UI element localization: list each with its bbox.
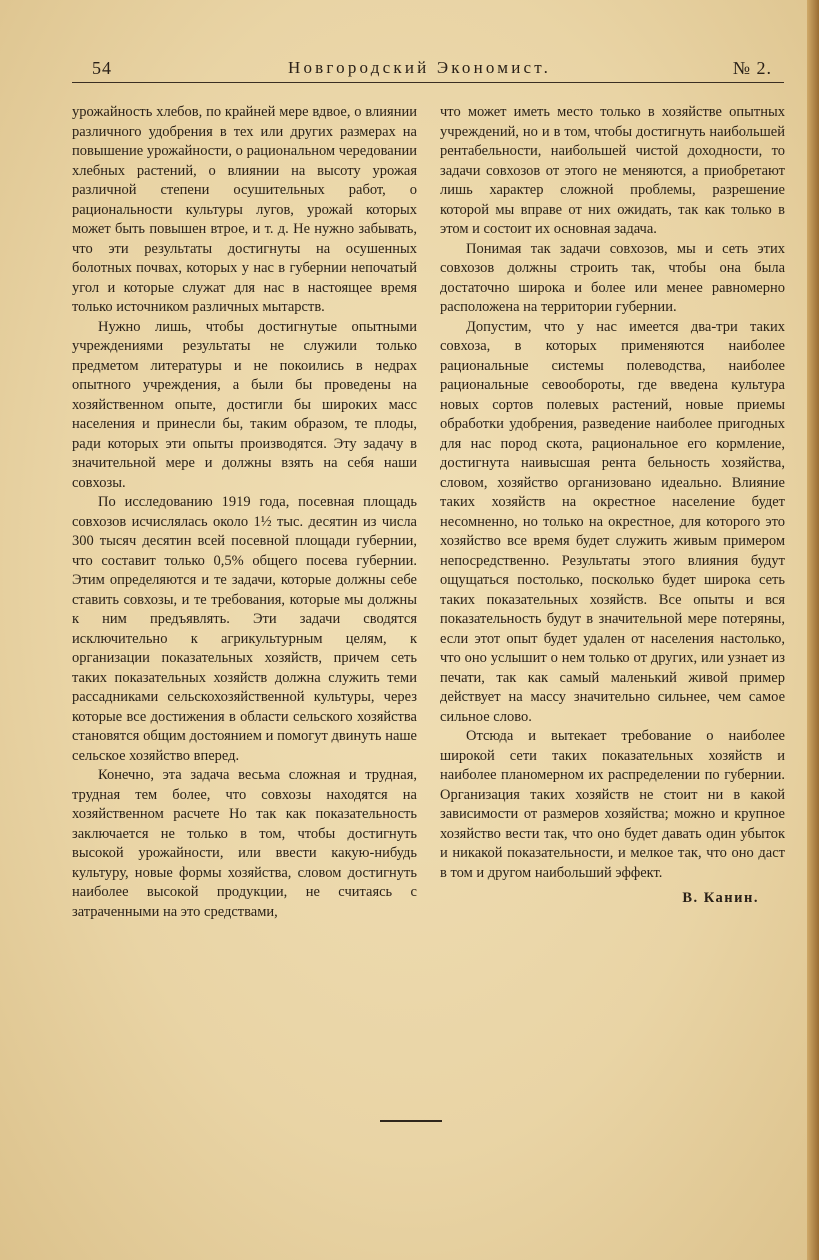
page-number: 54	[92, 58, 112, 78]
paragraph: По исследованию 1919 года, посевная площадь совхозов исчислялась около 1½ тыс. десятин из числа 300 тысяч десятин всей посевной площади губернии, что составит только 0,5% общего посева губернии. Этим определяются и те задачи, которые должны себе ставить совхозы, и те требования, которые мы должны к ним предъявлять. Эти задачи сводятся исключительно к агрикультурным целям, к организации показательных хозяйств, причем сеть таких показательных хозяйств должна служить теми рассадниками сельскохозяйственной культуры, через которые все достижения в области сельского хозяйства становятся общим достоянием и помогут двинуть наше сельское хозяйство вперед.	[72, 494, 417, 764]
page-edge	[807, 0, 819, 1260]
paragraph: Понимая так задачи совхозов, мы и сеть этих совхозов должны строить так, чтобы она была достаточно широка и более или менее равномерно расположена на территории губернии.	[440, 240, 785, 315]
journal-title: Новгородский Экономист.	[288, 58, 552, 77]
left-column	[72, 103, 417, 922]
end-rule	[380, 1120, 442, 1122]
paragraph: Нужно лишь, чтобы достигнутые опытными учреждениями результаты не служили только предметом литературы и не покоились в недрах опытного учреждения, а были бы проведены на хозяйственном опыте, достигли бы широких масс населения и принесли бы, таким образом, те плоды, ради которых эти опыты производятся. Эту задачу в значительной мере и должны взять на себя наши совхозы.	[72, 318, 417, 491]
paragraph: что может иметь место только в хозяйстве опытных учреждений, но и в том, чтобы достигнуть наибольшей рентабельности, наибольшей чистой доходности, то задачи совхозов от этого не меняются, а приобретают лишь характер сложной проблемы, разрешение которой мы вправе от них ожидать, так как только в этом и состоит их основная задача.	[440, 104, 785, 237]
author-signature: В. Канин.	[682, 890, 759, 906]
paragraph: Отсюда и вытекает требование о наиболее широкой сети таких показательных хозяйств и наиболее планомерном их распределении по губернии. Организация таких хозяйств не стоит ни в какой зависимости от размеров хозяйства; можно и крупное хозяйство вести так, что оно будет давать один убыток и никакой показательности, и мелкое так, что оно даст в том и другом наибольший эффект.	[440, 728, 785, 881]
paragraph: Допустим, что у нас имеется два-три таких совхоза, в которых применяются наиболее рациональные системы полеводства, наиболее рациональные севообороты, где введена культура новых сортов полевых растений, новые приемы обработки удобрения, разведение наиболее пригодных для нас пород скота, рациональное его кормление, достигнута наивысшая рента бельность хозяйства, словом, хозяйство организовано идеально. Влияние таких хозяйств на окрестное население будет несомненно, но только на окрестное, для которого это хозяйство все время будет служить живым примером непосредственно. Результаты этого влияния будут ощущаться постолько, посколько будет широка сеть таких показательных хозяйств. Все опыты и вся показательность будут в значительной мере потеряны, если этот опыт будет удален от населения настолько, что оно услышит о нем только от других, или узнает из печати, так как самый маленький живой пример действует на массу значительно сильнее, чем самое сильное слово.	[440, 318, 785, 725]
issue-number: № 2.	[732, 58, 772, 78]
right-column	[440, 103, 785, 909]
paragraph: Конечно, эта задача весьма сложная и трудная, трудная тем более, что совхозы находятся на хозяйственном расчете Но так как показательность заключается не только в том, чтобы достигнуть высокой урожайности, или ввести какую-нибудь культуру, новые формы хозяйства, словом достигнуть наиболее высокой продукции, не считаясь с затраченными на это средствами,	[72, 767, 417, 920]
header-rule	[72, 82, 784, 83]
running-header	[88, 58, 778, 84]
paragraph: урожайность хлебов, по крайней мере вдвое, о влиянии различного удобрения в тех или других размерах на повышение урожайности, о рациональном чередовании хлебных растений, о влиянии на высоту урожая различной степени осушительных работ, о рациональности культуры лугов, урожай которых может быть повышен втрое, и т. д. Не нужно забывать, что эти результаты достигнуты на осушенных болотных почвах, которых у нас в губернии непочатый угол и которые служат для нас в настоящее время только источником различных мытарств.	[72, 104, 417, 315]
